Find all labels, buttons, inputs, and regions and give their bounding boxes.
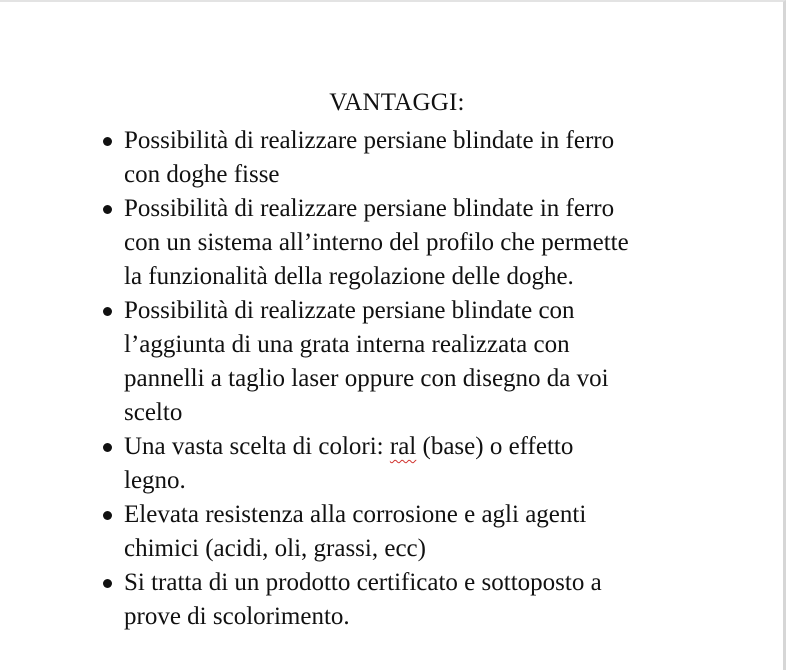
list-item-line: la funzionalità della regolazione delle doghe. xyxy=(124,263,574,290)
list-item xyxy=(124,498,744,566)
advantages-list xyxy=(124,124,744,634)
bullet-icon xyxy=(103,137,112,146)
bullet-icon xyxy=(103,307,112,316)
list-item-line: prove di scolorimento. xyxy=(124,603,350,630)
list-item-line: con un sistema all’interno del profilo che permette xyxy=(124,229,629,256)
list-item-line: Possibilità di realizzare persiane blindate in ferro xyxy=(124,195,615,222)
list-item-line: Si tratta di un prodotto certificato e sottoposto a xyxy=(124,569,602,596)
list-item-text: (base) o effetto xyxy=(416,433,574,460)
list-item-line: chimici (acidi, oli, grassi, ecc) xyxy=(124,535,426,562)
list-item xyxy=(124,294,744,430)
list-item xyxy=(124,430,744,498)
list-item-line: con doghe fisse xyxy=(124,161,280,188)
document-title: VANTAGGI: xyxy=(329,89,465,116)
list-item-line: l’aggiunta di una grata interna realizzata con xyxy=(124,331,570,358)
list-item-line: Possibilità di realizzare persiane blindate in ferro xyxy=(124,127,615,154)
list-item xyxy=(124,566,744,634)
bullet-icon xyxy=(103,579,112,588)
list-item-line: Elevata resistenza alla corrosione e agli agenti xyxy=(124,501,587,528)
spellcheck-flagged-word[interactable]: ral xyxy=(389,433,417,460)
bullet-icon xyxy=(103,443,112,452)
list-item-line: legno. xyxy=(124,467,186,494)
list-item xyxy=(124,192,744,294)
list-item-line xyxy=(124,430,744,464)
list-item xyxy=(124,124,744,192)
list-item-line: Possibilità di realizzate persiane blindate con xyxy=(124,297,575,324)
list-item-line: scelto xyxy=(124,399,183,426)
list-item-text: Una vasta scelta di colori: xyxy=(124,433,390,460)
list-item-line: pannelli a taglio laser oppure con disegno da voi xyxy=(124,365,609,392)
bullet-icon xyxy=(103,205,112,214)
bullet-icon xyxy=(103,511,112,520)
